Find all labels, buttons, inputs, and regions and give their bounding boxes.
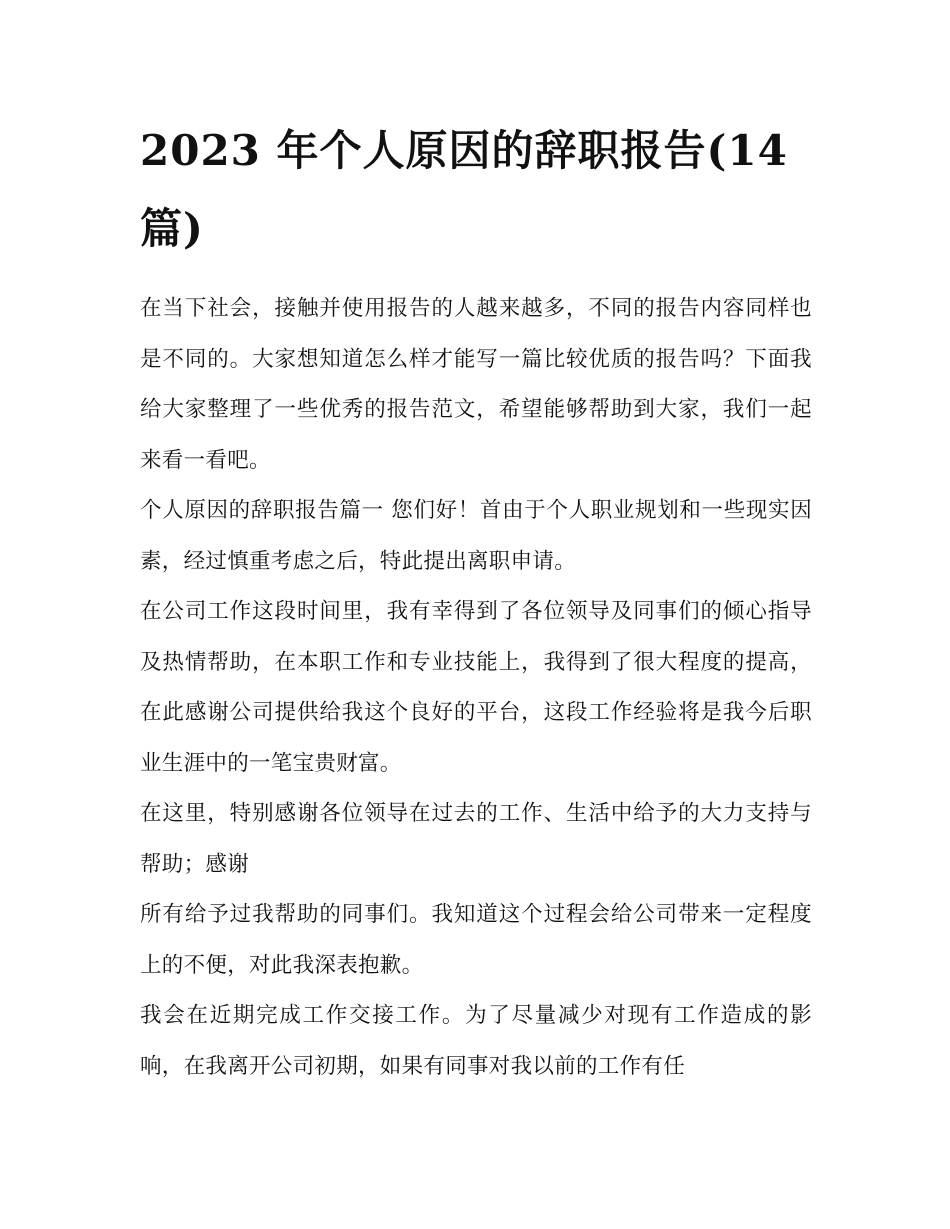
paragraph-thanks-leaders: 在这里，特别感谢各位领导在过去的工作、生活中给予的大力支持与帮助；感谢 [140, 801, 812, 877]
paragraph-thanks-colleagues: 所有给予过我帮助的同事们。我知道这个过程会给公司带来一定程度上的不便，对此我深表抱歉。 [140, 902, 812, 978]
document-body [140, 112, 812, 1092]
paragraph-section-one-opening: 个人原因的辞职报告篇一 您们好！首由于个人职业规划和一些现实因素，经过慎重考虑之后，特此提出离职申请。 [140, 498, 812, 574]
paragraph-gratitude: 在公司工作这段时间里，我有幸得到了各位领导及同事们的倾心指导及热情帮助，在本职工作和专业技能上，我得到了很大程度的提高，在此感谢公司提供给我这个良好的平台，这段工作经验将是我今后职业生涯中的一笔宝贵财富。 [140, 599, 812, 776]
document-title: 2023 年个人原因的辞职报告(14 篇) [140, 126, 788, 253]
paragraph-handover: 我会在近期完成工作交接工作。为了尽量减少对现有工作造成的影响，在我离开公司初期，如果有同事对我以前的工作有任 [140, 1003, 812, 1079]
paragraph-intro: 在当下社会，接触并使用报告的人越来越多，不同的报告内容同样也是不同的。大家想知道怎么样才能写一篇比较优质的报告吗？下面我给大家整理了一些优秀的报告范文，希望能够帮助到大家，我们一起来看一看吧。 [140, 296, 812, 473]
